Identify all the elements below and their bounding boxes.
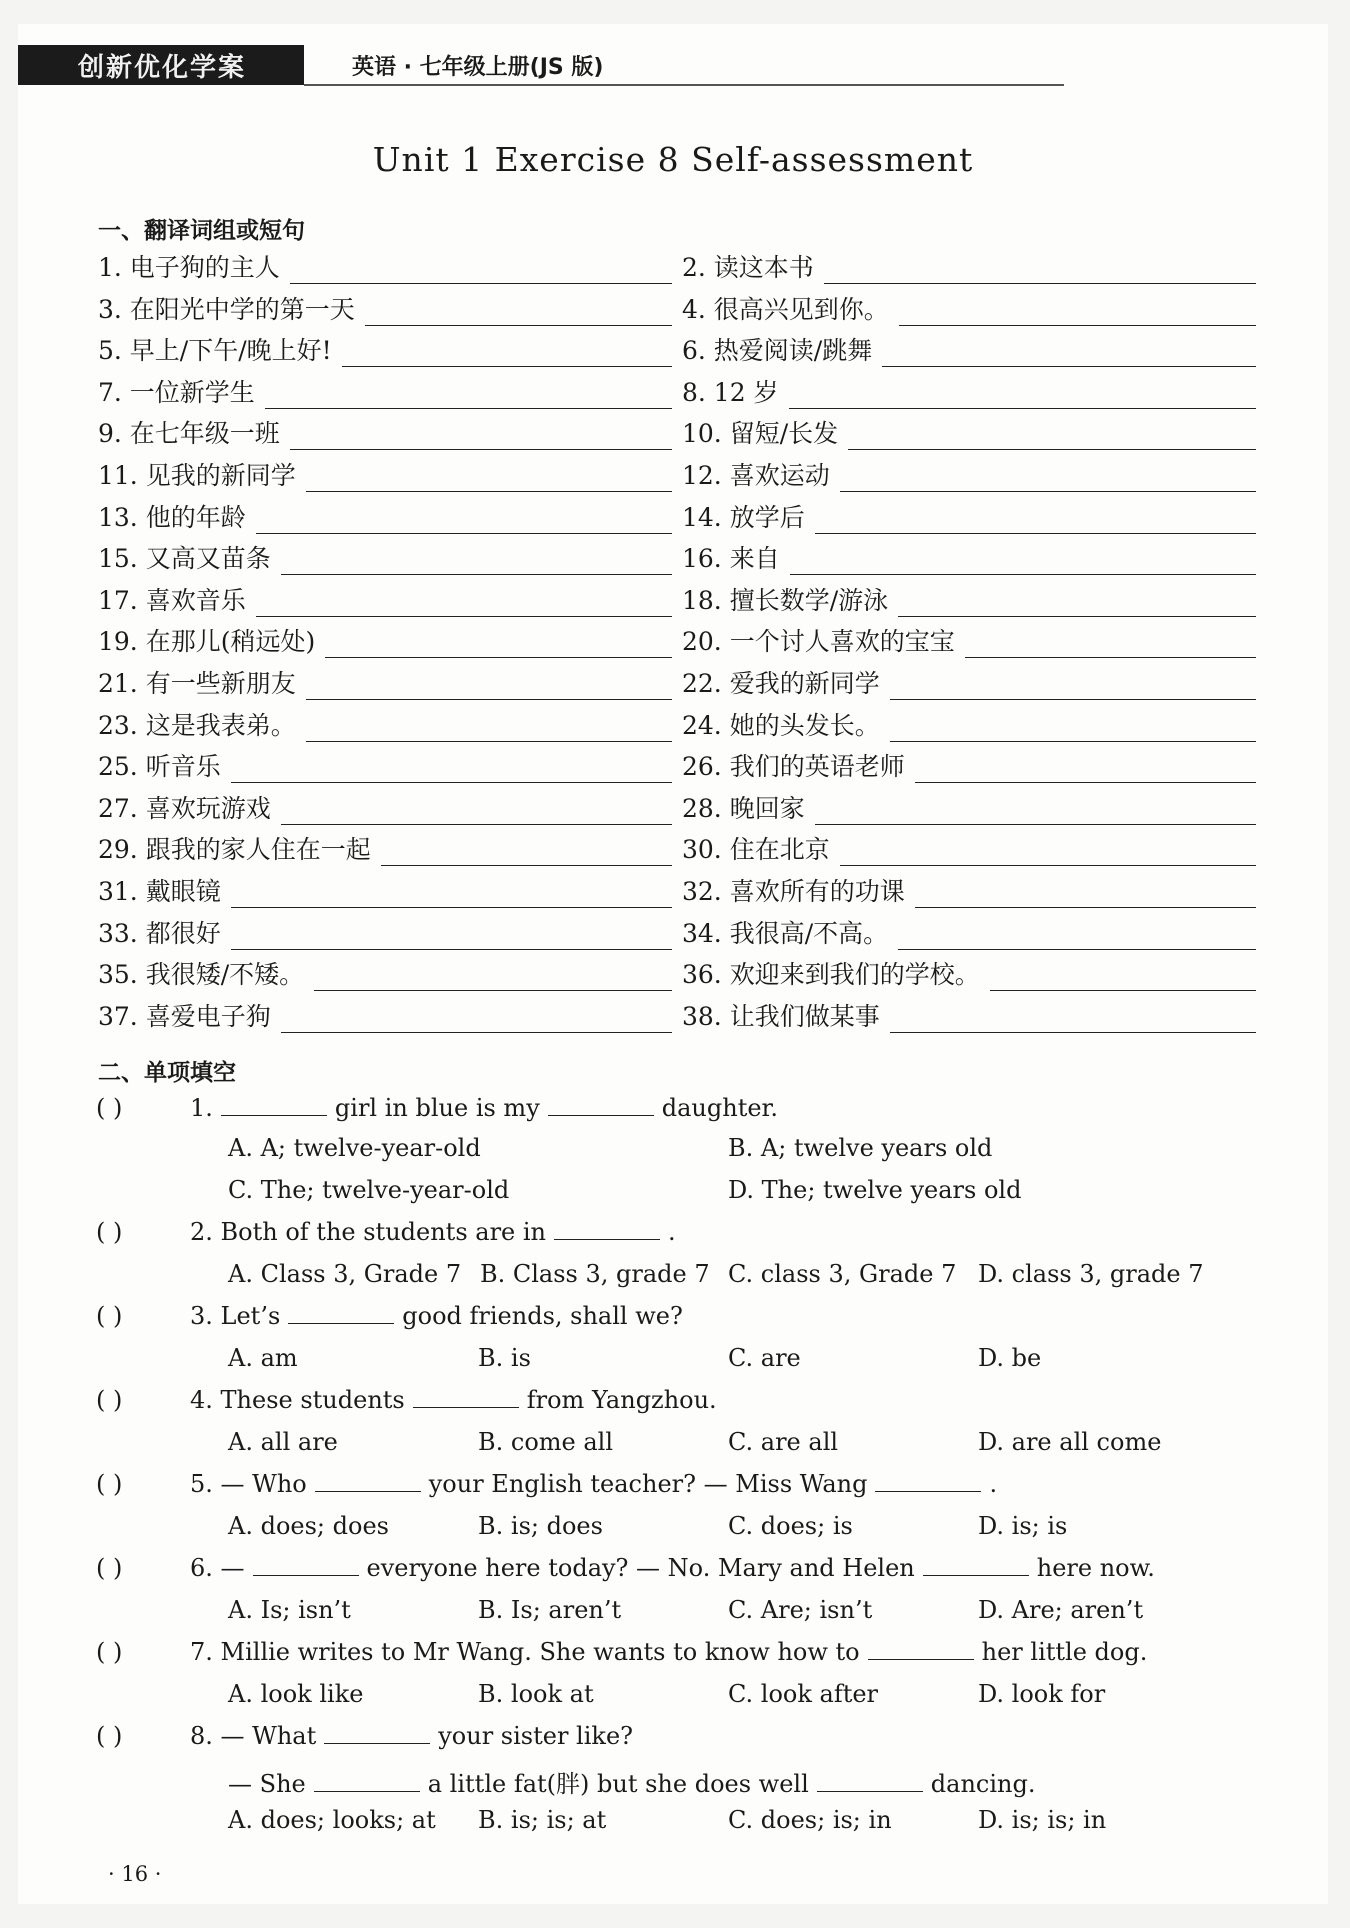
blank[interactable] xyxy=(288,1303,394,1324)
answer-line[interactable] xyxy=(898,592,1256,617)
answer-line[interactable] xyxy=(281,1008,672,1033)
section-1-heading: 一、翻译词组或短句 xyxy=(98,218,305,244)
translation-prompt: 12. 喜欢运动 xyxy=(682,461,830,490)
translation-prompt: 9. 在七年级一班 xyxy=(98,419,280,449)
answer-line[interactable] xyxy=(306,467,672,492)
answer-line[interactable] xyxy=(306,717,672,742)
answer-paren[interactable]: ( ) xyxy=(96,1302,123,1330)
translation-prompt: 37. 喜爱电子狗 xyxy=(98,1001,271,1031)
translation-item xyxy=(98,874,672,908)
option-c: C. The; twelve-year-old xyxy=(228,1176,510,1204)
answer-line[interactable] xyxy=(290,259,672,284)
translation-prompt: 4. 很高兴见到你。 xyxy=(682,294,889,324)
blank[interactable] xyxy=(413,1387,519,1408)
answer-line[interactable] xyxy=(381,841,672,866)
translation-item xyxy=(98,708,672,742)
answer-line[interactable] xyxy=(815,509,1256,534)
answer-line[interactable] xyxy=(890,675,1256,700)
translation-item xyxy=(98,333,672,367)
answer-line[interactable] xyxy=(815,800,1256,825)
option-a: A. does; looks; at xyxy=(228,1806,436,1834)
translation-prompt: 29. 跟我的家人住在一起 xyxy=(98,835,371,865)
translation-item xyxy=(98,541,672,575)
option-d: D. The; twelve years old xyxy=(728,1176,1022,1204)
option-b: B. come all xyxy=(478,1428,614,1456)
answer-line[interactable] xyxy=(890,717,1256,742)
answer-line[interactable] xyxy=(231,883,672,908)
worksheet-page xyxy=(18,24,1328,1904)
answer-line[interactable] xyxy=(325,633,672,658)
translation-item xyxy=(682,292,1256,326)
answer-line[interactable] xyxy=(898,925,1256,950)
answer-line[interactable] xyxy=(789,384,1256,409)
translation-item xyxy=(682,874,1256,908)
translation-item xyxy=(98,791,672,825)
translation-prompt: 34. 我很高/不高。 xyxy=(682,918,889,948)
translation-prompt: 21. 有一些新朋友 xyxy=(98,669,296,698)
translation-item xyxy=(98,583,672,617)
translation-item xyxy=(682,624,1256,658)
translation-item xyxy=(682,708,1256,742)
translation-item xyxy=(682,333,1256,367)
translation-prompt: 36. 欢迎来到我们的学校。 xyxy=(682,960,980,990)
question-6: ( ) 6. — everyone here today? — No. Mary and Helen here now. xyxy=(96,1554,1155,1582)
option-a: A. am xyxy=(228,1344,298,1372)
translation-prompt: 32. 喜欢所有的功课 xyxy=(682,877,905,906)
answer-paren[interactable]: ( ) xyxy=(96,1386,123,1414)
answer-line[interactable] xyxy=(848,425,1256,450)
translation-prompt: 15. 又高又苗条 xyxy=(98,544,271,574)
translation-item xyxy=(682,832,1256,866)
answer-line[interactable] xyxy=(290,425,672,450)
translation-item xyxy=(98,375,672,409)
translation-item xyxy=(98,957,672,991)
answer-paren[interactable]: ( ) xyxy=(96,1638,123,1666)
translation-prompt: 33. 都很好 xyxy=(98,918,221,948)
option-a: A. Class 3, Grade 7 xyxy=(228,1260,462,1288)
section-2-heading: 二、单项填空 xyxy=(98,1060,236,1086)
answer-line[interactable] xyxy=(915,883,1256,908)
answer-paren[interactable]: ( ) xyxy=(96,1554,123,1582)
translation-item xyxy=(98,416,672,450)
translation-item xyxy=(682,458,1256,492)
answer-line[interactable] xyxy=(256,592,672,617)
answer-line[interactable] xyxy=(306,675,672,700)
option-d: D. class 3, grade 7 xyxy=(978,1260,1204,1288)
option-a: A. Is; isn’t xyxy=(228,1596,351,1624)
translation-prompt: 18. 擅长数学/游泳 xyxy=(682,585,889,615)
translation-prompt: 5. 早上/下午/晚上好! xyxy=(98,336,332,366)
answer-line[interactable] xyxy=(256,509,672,534)
option-d: D. is; is xyxy=(978,1512,1068,1540)
translation-prompt: 2. 读这本书 xyxy=(682,253,814,282)
blank[interactable] xyxy=(324,1723,430,1744)
blank[interactable] xyxy=(221,1095,327,1116)
answer-line[interactable] xyxy=(231,758,672,783)
translation-prompt: 27. 喜欢玩游戏 xyxy=(98,793,271,823)
option-c: C. does; is; in xyxy=(728,1806,892,1834)
translation-prompt: 38. 让我们做某事 xyxy=(682,1001,880,1031)
translation-item xyxy=(682,791,1256,825)
option-d: D. Are; aren’t xyxy=(978,1596,1144,1624)
answer-line[interactable] xyxy=(342,342,672,367)
translation-item xyxy=(682,666,1256,700)
option-a: A. all are xyxy=(228,1428,338,1456)
option-a: A. A; twelve-year-old xyxy=(228,1134,481,1162)
answer-line[interactable] xyxy=(840,467,1256,492)
question-3: ( ) 3. Let’s good friends, shall we? xyxy=(96,1302,683,1330)
translation-item xyxy=(98,458,672,492)
option-c: C. look after xyxy=(728,1680,879,1708)
translation-prompt: 25. 听音乐 xyxy=(98,752,221,782)
translation-prompt: 8. 12 岁 xyxy=(682,377,779,407)
translation-prompt: 20. 一个讨人喜欢的宝宝 xyxy=(682,627,955,657)
answer-paren[interactable]: ( ) xyxy=(96,1218,123,1246)
translation-item xyxy=(682,583,1256,617)
answer-line[interactable] xyxy=(965,633,1256,658)
exercise-title: Unit 1 Exercise 8 Self-assessment xyxy=(372,140,974,179)
brand-logo: 创新优化学案 xyxy=(18,45,304,85)
translation-item xyxy=(98,500,672,534)
translation-prompt: 28. 晚回家 xyxy=(682,793,805,823)
answer-line[interactable] xyxy=(790,550,1256,575)
translation-prompt: 11. 见我的新同学 xyxy=(98,461,296,490)
translation-prompt: 10. 留短/长发 xyxy=(682,419,839,449)
translation-item xyxy=(682,541,1256,575)
translation-prompt: 31. 戴眼镜 xyxy=(98,877,221,906)
translation-prompt: 23. 这是我表弟。 xyxy=(98,710,296,740)
option-d: D. is; is; in xyxy=(978,1806,1107,1834)
option-b: B. A; twelve years old xyxy=(728,1134,993,1162)
translation-item xyxy=(682,999,1256,1033)
answer-line[interactable] xyxy=(915,758,1256,783)
answer-line[interactable] xyxy=(890,1008,1256,1033)
answer-line[interactable] xyxy=(899,301,1256,326)
option-b: B. look at xyxy=(478,1680,594,1708)
option-b: B. is; is; at xyxy=(478,1806,607,1834)
option-c: C. are all xyxy=(728,1428,839,1456)
blank[interactable] xyxy=(817,1771,923,1792)
answer-line[interactable] xyxy=(281,550,672,575)
translation-item xyxy=(98,832,672,866)
page-header xyxy=(18,42,603,88)
answer-line[interactable] xyxy=(990,966,1256,991)
translation-item xyxy=(682,916,1256,950)
answer-line[interactable] xyxy=(265,384,672,409)
translation-item xyxy=(682,375,1256,409)
answer-line[interactable] xyxy=(840,841,1256,866)
translation-item xyxy=(682,416,1256,450)
translation-item xyxy=(98,999,672,1033)
question-7: ( ) 7. Millie writes to Mr Wang. She wants to know how to her little dog. xyxy=(96,1638,1148,1666)
blank[interactable] xyxy=(923,1555,1029,1576)
blank[interactable] xyxy=(554,1219,660,1240)
option-c: C. does; is xyxy=(728,1512,853,1540)
translation-item xyxy=(682,500,1256,534)
translation-item xyxy=(98,666,672,700)
translation-prompt: 24. 她的头发长。 xyxy=(682,710,880,740)
option-a: A. look like xyxy=(228,1680,364,1708)
translation-item xyxy=(98,749,672,783)
translation-prompt: 13. 他的年龄 xyxy=(98,502,246,532)
answer-line[interactable] xyxy=(314,966,672,991)
question-8-line-2: — She a little fat(胖) but she does well dancing. xyxy=(228,1770,1036,1798)
translation-item xyxy=(98,250,672,284)
question-8: ( ) 8. — What your sister like? xyxy=(96,1722,634,1750)
option-d: D. look for xyxy=(978,1680,1106,1708)
blank[interactable] xyxy=(253,1555,359,1576)
translation-prompt: 16. 来自 xyxy=(682,544,780,574)
translation-prompt: 1. 电子狗的主人 xyxy=(98,253,280,282)
header-rule xyxy=(304,84,1064,86)
answer-line[interactable] xyxy=(231,925,672,950)
page-number: · 16 · xyxy=(108,1862,162,1886)
option-d: D. be xyxy=(978,1344,1042,1372)
translation-item xyxy=(682,957,1256,991)
answer-line[interactable] xyxy=(824,259,1256,284)
translation-prompt: 19. 在那儿(稍远处) xyxy=(98,627,316,657)
blank[interactable] xyxy=(315,1471,421,1492)
translation-prompt: 6. 热爱阅读/跳舞 xyxy=(682,336,873,366)
blank[interactable] xyxy=(875,1471,981,1492)
option-b: B. Is; aren’t xyxy=(478,1596,622,1624)
translation-prompt: 22. 爱我的新同学 xyxy=(682,669,880,698)
translation-item xyxy=(682,250,1256,284)
option-b: B. is xyxy=(478,1344,531,1372)
translation-item xyxy=(682,749,1256,783)
translation-prompt: 7. 一位新学生 xyxy=(98,377,255,407)
question-2: ( ) 2. Both of the students are in . xyxy=(96,1218,676,1246)
option-c: C. Are; isn’t xyxy=(728,1596,873,1624)
translation-prompt: 30. 住在北京 xyxy=(682,835,830,865)
translation-prompt: 3. 在阳光中学的第一天 xyxy=(98,294,355,324)
option-a: A. does; does xyxy=(228,1512,389,1540)
translation-prompt: 35. 我很矮/不矮。 xyxy=(98,960,305,990)
translation-item xyxy=(98,916,672,950)
answer-paren[interactable]: ( ) xyxy=(96,1722,123,1750)
answer-line[interactable] xyxy=(365,301,672,326)
blank[interactable] xyxy=(548,1095,654,1116)
translation-item xyxy=(98,624,672,658)
book-title: 英语 · 七年级上册(JS 版) xyxy=(352,54,604,80)
translation-prompt: 17. 喜欢音乐 xyxy=(98,585,246,615)
option-b: B. Class 3, grade 7 xyxy=(480,1260,710,1288)
option-d: D. are all come xyxy=(978,1428,1162,1456)
translation-prompt: 26. 我们的英语老师 xyxy=(682,752,905,782)
question-1: ( ) 1. girl in blue is my daughter. xyxy=(96,1094,779,1122)
translation-prompt: 14. 放学后 xyxy=(682,502,805,532)
question-4: ( ) 4. These students from Yangzhou. xyxy=(96,1386,717,1414)
translation-item xyxy=(98,292,672,326)
answer-paren[interactable]: ( ) xyxy=(96,1470,123,1498)
question-5: ( ) 5. — Who your English teacher? — Miss Wang . xyxy=(96,1470,998,1498)
option-b: B. is; does xyxy=(478,1512,603,1540)
blank[interactable] xyxy=(314,1771,420,1792)
option-c: C. are xyxy=(728,1344,801,1372)
option-c: C. class 3, Grade 7 xyxy=(728,1260,957,1288)
answer-line[interactable] xyxy=(281,800,672,825)
answer-line[interactable] xyxy=(882,342,1256,367)
blank[interactable] xyxy=(868,1639,974,1660)
answer-paren[interactable]: ( ) xyxy=(96,1094,123,1122)
